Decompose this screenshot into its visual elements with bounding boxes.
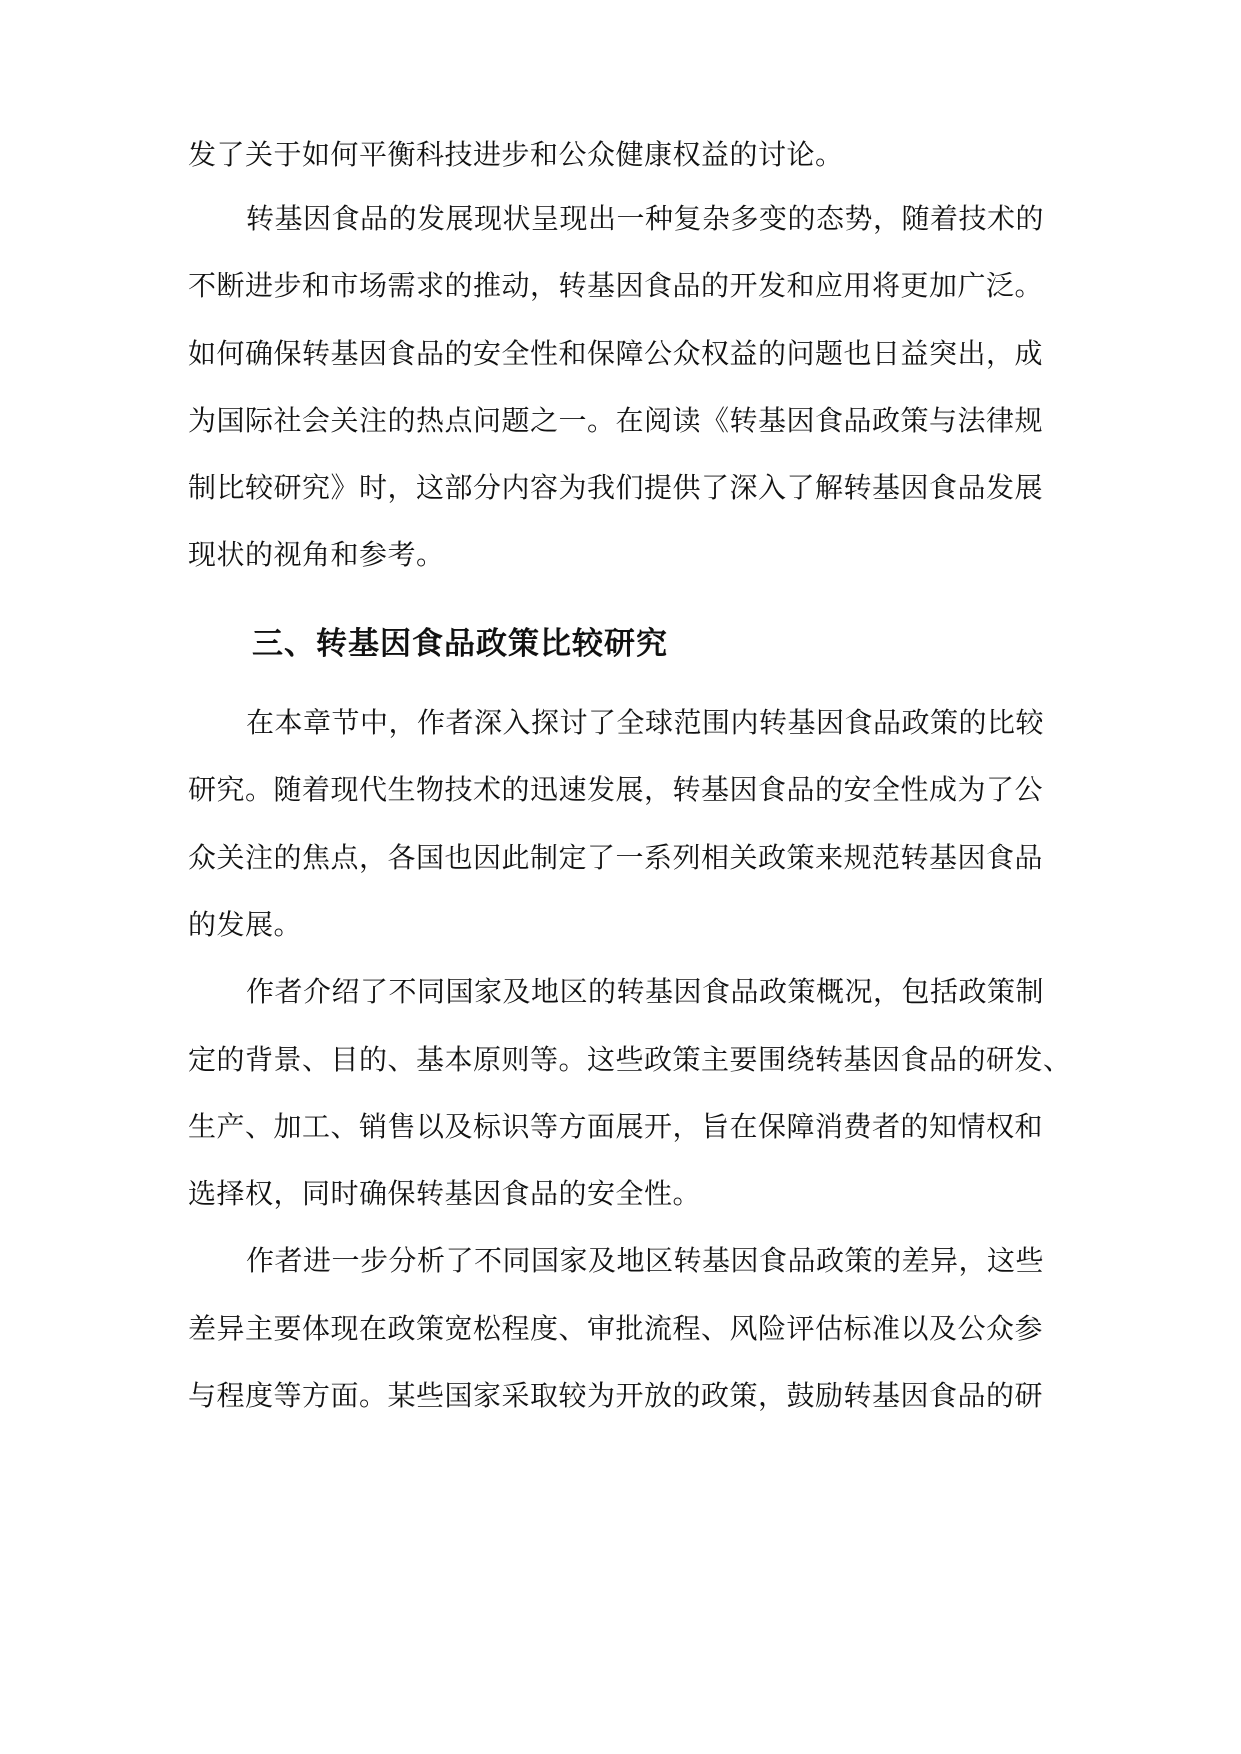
section-paragraph-2-line-1: 作者介绍了不同国家及地区的转基因食品政策概况，包括政策制: [246, 975, 1045, 1008]
paragraph-2-line-4: 为国际社会关注的热点问题之一。在阅读《转基因食品政策与法律规: [188, 404, 1044, 437]
section-paragraph-2-line-3: 生产、加工、销售以及标识等方面展开，旨在保障消费者的知情权和: [188, 1110, 1044, 1143]
paragraph-1-line-1: 发了关于如何平衡科技进步和公众健康权益的讨论。: [188, 138, 844, 171]
paragraph-2-line-6: 现状的视角和参考。: [188, 538, 445, 571]
section-paragraph-3-line-1: 作者进一步分析了不同国家及地区转基因食品政策的差异，这些: [246, 1244, 1045, 1277]
section-paragraph-1-line-1: 在本章节中，作者深入探讨了全球范围内转基因食品政策的比较: [246, 706, 1045, 739]
paragraph-2-line-5: 制比较研究》时，这部分内容为我们提供了深入了解转基因食品发展: [188, 471, 1044, 504]
section-paragraph-2-line-2: 定的背景、目的、基本原则等。这些政策主要围绕转基因食品的研发、: [188, 1043, 1072, 1076]
paragraph-2-line-3: 如何确保转基因食品的安全性和保障公众权益的问题也日益突出，成: [188, 337, 1044, 370]
section-heading: 三、转基因食品政策比较研究: [252, 626, 668, 662]
paragraph-2-line-1: 转基因食品的发展现状呈现出一种复杂多变的态势，随着技术的: [246, 202, 1045, 235]
section-paragraph-1-line-2: 研究。随着现代生物技术的迅速发展，转基因食品的安全性成为了公: [188, 773, 1044, 806]
section-paragraph-1-line-3: 众关注的焦点，各国也因此制定了一系列相关政策来规范转基因食品: [188, 841, 1044, 874]
section-paragraph-2-line-4: 选择权，同时确保转基因食品的安全性。: [188, 1177, 702, 1210]
paragraph-2-line-2: 不断进步和市场需求的推动，转基因食品的开发和应用将更加广泛。: [188, 269, 1044, 302]
section-paragraph-3-line-3: 与程度等方面。某些国家采取较为开放的政策，鼓励转基因食品的研: [188, 1379, 1044, 1412]
section-paragraph-3-line-2: 差异主要体现在政策宽松程度、审批流程、风险评估标准以及公众参: [188, 1312, 1044, 1345]
section-paragraph-1-line-4: 的发展。: [188, 908, 303, 941]
